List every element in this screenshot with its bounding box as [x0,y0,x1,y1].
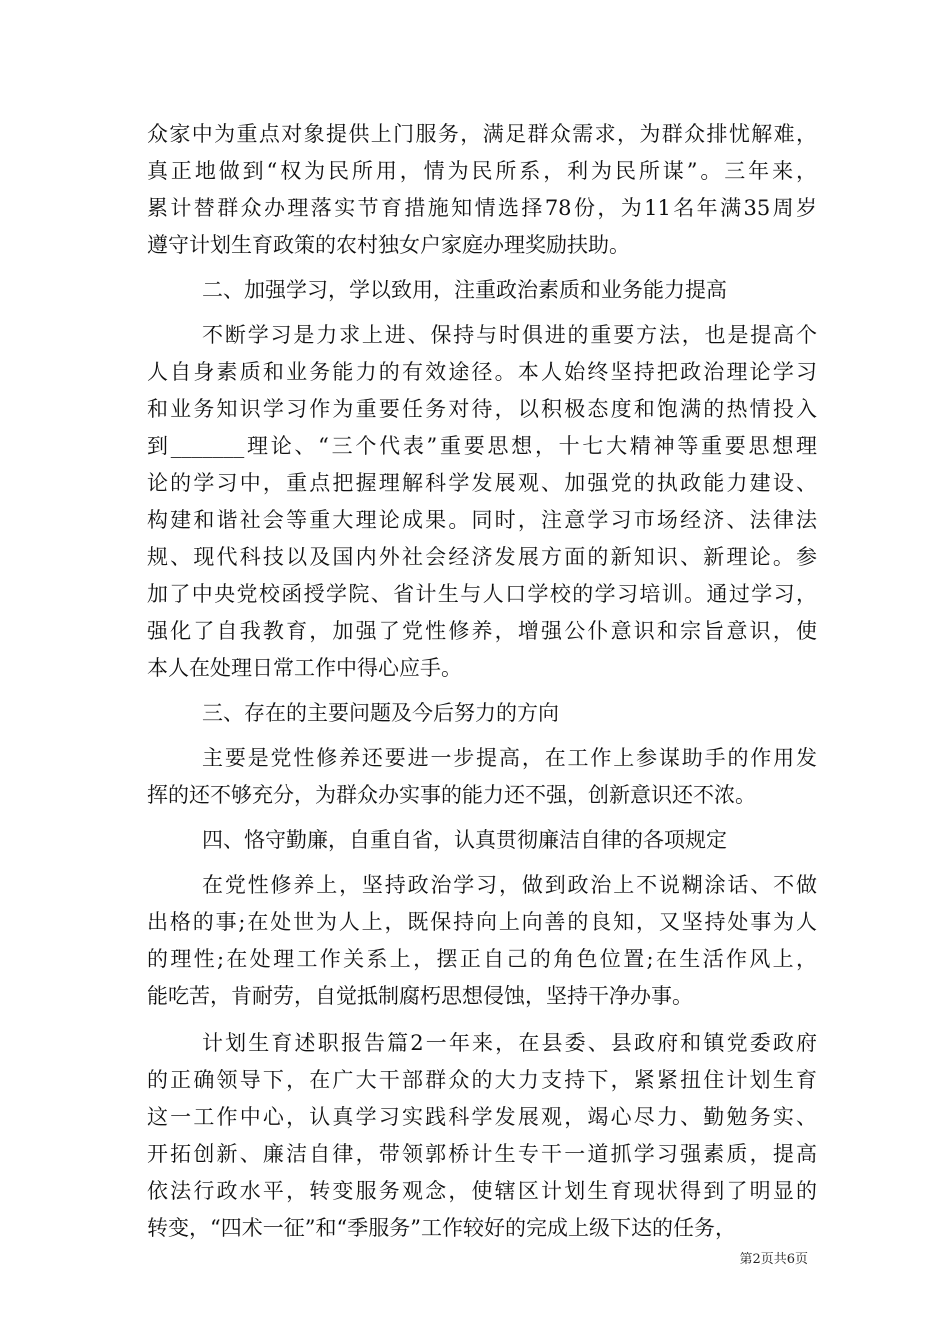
text-line: 累计替群众办理落实节育措施知情选择78份，为11名年满35周岁 [147,196,817,220]
text-line: 加了中央党校函授学院、省计生与人口学校的学习培训。通过学习， [147,582,817,606]
text-line: 人自身素质和业务能力的有效途径。本人始终坚持把政治理论学习 [147,360,817,384]
text-line: 规、现代科技以及国内外社会经济发展方面的新知识、新理论。参 [147,545,817,569]
text-line: 本人在处理日常工作中得心应手。 [147,656,462,680]
text-line: 真正地做到“权为民所用，情为民所系，利为民所谋”。三年来， [147,159,817,183]
text-line: 二、加强学习，学以致用，注重政治素质和业务能力提高 [202,278,727,302]
text-line: 不断学习是力求上进、保持与时俱进的重要方法，也是提高个 [202,323,817,347]
text-line: 遵守计划生育政策的农村独女户家庭办理奖励扶助。 [147,233,630,257]
text-line: 计划生育述职报告篇2一年来，在县委、县政府和镇党委政府 [202,1031,817,1055]
paragraph [147,867,817,1015]
text-line: 三、存在的主要问题及今后努力的方向 [202,701,559,725]
text-line: 依法行政水平，转变服务观念，使辖区计划生育现状得到了明显的 [147,1179,817,1203]
text-line: 挥的还不够充分，为群众办实事的能力还不强，创新意识还不浓。 [147,783,756,807]
text-line: 开拓创新、廉洁自律，带领郭桥计生专干一道抓学习强素质，提高 [147,1142,817,1166]
text-line: 能吃苦，肯耐劳，自觉抵制腐朽思想侵蚀，坚持干净办事。 [147,984,693,1008]
paragraph [147,116,817,264]
page-number: 第2页共6页 [739,1252,808,1267]
text-line: 这一工作中心，认真学习实践科学发展观，竭心尽力、勤勉务实、 [147,1105,817,1129]
text-line: 转变，“四术一征”和“季服务”工作较好的完成上级下达的任务， [147,1216,736,1240]
text-line: 的理性;在处理工作关系上，摆正自己的角色位置;在生活作风上， [147,947,817,971]
text-line: 主要是党性修养还要进一步提高，在工作上参谋助手的作用发 [202,746,817,770]
document-body [147,116,817,1255]
paragraph [147,740,817,814]
text-line: 众家中为重点对象提供上门服务，满足群众需求，为群众排忧解难， [147,122,817,146]
text-line: 在党性修养上，坚持政治学习，做到政治上不说糊涂话、不做 [202,873,817,897]
text-line: 强化了自我教育，加强了党性修养，增强公仆意识和宗旨意识，使 [147,619,817,643]
text-line: 构建和谐社会等重大理论成果。同时，注意学习市场经济、法律法 [147,508,817,532]
text-line: 论的学习中，重点把握理解科学发展观、加强党的执政能力建设、 [147,471,817,495]
section-heading [147,272,817,309]
paragraph [147,1025,817,1247]
section-heading [147,822,817,859]
text-line: 的正确领导下，在广大干部群众的大力支持下，紧紧扭住计划生育 [147,1068,817,1092]
text-line: 四、恪守勤廉，自重自省，认真贯彻廉洁自律的各项规定 [202,828,727,852]
text-line: 到_______理论、“三个代表”重要思想，十七大精神等重要思想理 [147,434,817,458]
text-line: 出格的事;在处世为人上，既保持向上向善的良知，又坚持处事为人 [147,910,817,934]
paragraph [147,317,817,687]
section-heading [147,695,817,732]
text-line: 和业务知识学习作为重要任务对待，以积极态度和饱满的热情投入 [147,397,817,421]
